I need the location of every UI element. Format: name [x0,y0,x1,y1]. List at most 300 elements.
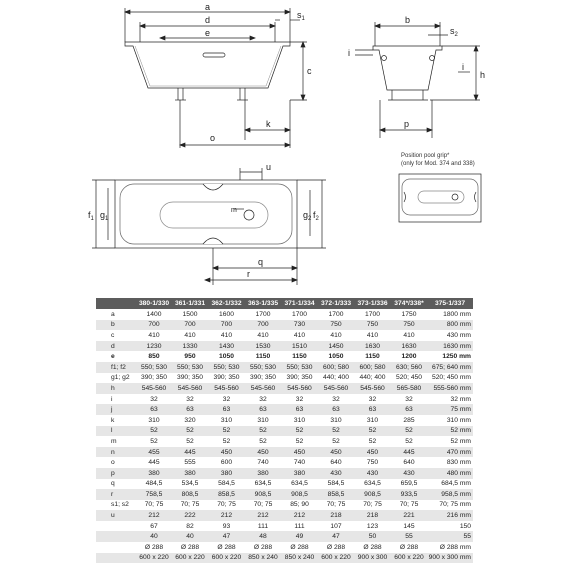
value-cell: 40 [172,531,208,542]
value-cell: 52 [281,436,318,447]
value-cell: 49 [281,531,318,542]
value-cell: 410 [281,330,318,341]
value-cell: 445 [172,447,208,458]
value-cell: 52 [172,426,208,437]
dimension-table [96,298,473,563]
value-cell: 32 [318,394,354,405]
value-cell: 430 [354,468,391,479]
value-cell: 430 [318,468,354,479]
value-cell: 1250 mm [427,351,473,362]
value-cell: 730 [281,320,318,331]
value-cell: 800 mm [427,320,473,331]
dim-s2-label: $s_2$ [450,26,458,38]
value-cell: 430 mm [427,330,473,341]
value-cell: 480 mm [427,468,473,479]
table-row [96,500,473,511]
value-cell: 550; 530 [208,362,245,373]
value-cell: 52 [318,436,354,447]
value-cell: 600 x 220 [208,553,245,564]
row-label-cell: r [96,489,136,500]
value-cell: 858,5 [208,489,245,500]
value-cell: 850 [136,351,172,362]
pool-grip-detail [399,174,481,222]
value-cell: 32 [281,394,318,405]
table-header-cell: 363-1/335 [245,298,281,309]
table-row [96,457,473,468]
value-cell: 1700 [281,309,318,320]
value-cell: 600; 580 [354,362,391,373]
value-cell: 70; 75 [172,500,208,511]
value-cell: Ø 288 [318,542,354,553]
value-cell: 600 x 220 [172,553,208,564]
value-cell: 63 [318,404,354,415]
value-cell: 659,5 [391,479,427,490]
dim-m-label: m [231,207,237,214]
table-row [96,309,473,320]
table-row [96,426,473,437]
value-cell: 600 x 220 [136,553,172,564]
table-row [96,394,473,405]
value-cell: 50 [354,531,391,542]
value-cell: 52 [245,426,281,437]
value-cell: 1700 [245,309,281,320]
value-cell: 410 [208,330,245,341]
value-cell: 40 [136,531,172,542]
value-cell: 450 [245,447,281,458]
value-cell: 740 [245,457,281,468]
row-label-cell: i [96,394,136,405]
value-cell: 310 [354,415,391,426]
row-label-cell: s1; s2 [96,500,136,511]
value-cell: 221 [391,510,427,521]
table-header-cell: 375-1/337 [427,298,473,309]
value-cell: 545-560 [208,383,245,394]
row-label-cell [96,553,136,564]
value-cell: Ø 288 mm [427,542,473,553]
value-cell: 858,5 [318,489,354,500]
value-cell: 380 [245,468,281,479]
value-cell: 310 [245,415,281,426]
dim-r-label: r [247,269,250,279]
value-cell: 740 [281,457,318,468]
value-cell: 1330 [172,341,208,352]
value-cell: 212 [245,510,281,521]
value-cell: 584,5 [318,479,354,490]
value-cell: 450 [318,447,354,458]
value-cell: 445 [391,447,427,458]
value-cell: 218 [354,510,391,521]
value-cell: 933,5 [391,489,427,500]
value-cell: 47 [208,531,245,542]
value-cell: Ø 288 [245,542,281,553]
value-cell: 584,5 [208,479,245,490]
table-row [96,489,473,500]
value-cell: 52 mm [427,436,473,447]
value-cell: 63 [281,404,318,415]
value-cell: 32 [391,394,427,405]
value-cell: 450 [208,447,245,458]
row-label-cell: n [96,447,136,458]
value-cell: 1230 [136,341,172,352]
value-cell: 52 [391,436,427,447]
table-row [96,468,473,479]
dim-h-label: h [480,70,486,80]
value-cell: 440; 400 [318,373,354,384]
value-cell: 534,5 [172,479,208,490]
value-cell: 600; 580 [318,362,354,373]
value-cell: 380 [281,468,318,479]
row-label-cell: m [96,436,136,447]
table-row [96,320,473,331]
dim-c-label: c [307,66,312,76]
value-cell: 93 [208,521,245,532]
dim-q-label: q [258,257,264,267]
value-cell: 950 [172,351,208,362]
value-cell: 1050 [208,351,245,362]
dim-i-label: i [348,48,350,58]
value-cell: 111 [281,521,318,532]
value-cell: 55 [391,531,427,542]
dim-o-label: o [210,133,216,143]
value-cell: 1510 [281,341,318,352]
value-cell: 52 [318,426,354,437]
value-cell: 32 mm [427,394,473,405]
value-cell: 32 [245,394,281,405]
value-cell: 455 [136,447,172,458]
value-cell: 1150 [245,351,281,362]
table-row [96,521,473,532]
value-cell: 212 [208,510,245,521]
value-cell: 63 [208,404,245,415]
plan-view [88,162,326,285]
table-header-row [96,298,473,309]
value-cell: 1750 [391,309,427,320]
value-cell: 390; 350 [245,373,281,384]
value-cell: 550; 530 [136,362,172,373]
value-cell: 32 [172,394,208,405]
row-label-cell: d [96,341,136,352]
dim-g2-label: $g_2$ [303,210,312,222]
dim-extra-i: i [462,62,464,72]
value-cell: 1400 [136,309,172,320]
value-cell: 310 mm [427,415,473,426]
table-row [96,553,473,564]
table-header-cell: 374*/338* [391,298,427,309]
value-cell: 380 [208,468,245,479]
value-cell: 830 mm [427,457,473,468]
value-cell: 48 [245,531,281,542]
dim-f1-label: $f_1$ [88,210,94,222]
value-cell: 908,5 [281,489,318,500]
value-cell: 545-560 [281,383,318,394]
row-label-cell [96,542,136,553]
row-label-cell: o [96,457,136,468]
value-cell: 634,5 [281,479,318,490]
value-cell: 470 mm [427,447,473,458]
row-label-cell: c [96,330,136,341]
table-row [96,542,473,553]
value-cell: 484,5 [136,479,172,490]
value-cell: 1450 [318,341,354,352]
value-cell: Ø 288 [281,542,318,553]
value-cell: 600 x 220 [391,553,427,564]
dim-s1-label: $s_1$ [297,10,305,22]
value-cell: 550; 530 [172,362,208,373]
value-cell: 1150 [281,351,318,362]
value-cell: 63 [391,404,427,415]
table-row [96,362,473,373]
value-cell: 216 mm [427,510,473,521]
value-cell: 63 [172,404,208,415]
value-cell: 70; 75 [208,500,245,511]
value-cell: 70; 75 [136,500,172,511]
value-cell: 310 [208,415,245,426]
value-cell: Ø 288 [354,542,391,553]
value-cell: 1050 [318,351,354,362]
table-row [96,447,473,458]
value-cell: 75 mm [427,404,473,415]
table-row [96,510,473,521]
value-cell: 32 [136,394,172,405]
table-row [96,531,473,542]
value-cell: 285 [391,415,427,426]
value-cell: 555 [172,457,208,468]
value-cell: 1630 [354,341,391,352]
row-label-cell: k [96,415,136,426]
value-cell: 212 [136,510,172,521]
table-header-cell: 373-1/336 [354,298,391,309]
value-cell: 675; 640 mm [427,362,473,373]
value-cell: 310 [281,415,318,426]
value-cell: 600 x 220 [318,553,354,564]
row-label-cell: l [96,426,136,437]
value-cell: 150 [427,521,473,532]
value-cell: Ø 288 [136,542,172,553]
value-cell: 545-560 [354,383,391,394]
value-cell: 750 [354,457,391,468]
value-cell: 700 [245,320,281,331]
value-cell: 750 [391,320,427,331]
row-label-cell [96,521,136,532]
value-cell: 82 [172,521,208,532]
value-cell: 63 [136,404,172,415]
row-label-cell: h [96,383,136,394]
value-cell: 550; 530 [281,362,318,373]
table-row [96,404,473,415]
value-cell: 1600 [208,309,245,320]
row-label-cell: f1; f2 [96,362,136,373]
value-cell: 1700 [354,309,391,320]
value-cell: 1700 [318,309,354,320]
value-cell: 550; 530 [245,362,281,373]
dim-e-label: e [205,28,211,38]
table-row [96,436,473,447]
value-cell: 684,5 mm [427,479,473,490]
dim-u-label: u [266,162,272,172]
value-cell: 908,5 [354,489,391,500]
value-cell: 70; 75 [354,500,391,511]
value-cell: 52 [136,436,172,447]
value-cell: 750 [318,320,354,331]
row-label-cell: q [96,479,136,490]
value-cell: 380 [136,468,172,479]
value-cell: 850 x 240 [245,553,281,564]
row-label-cell: e [96,351,136,362]
table-row [96,415,473,426]
value-cell: 640 [318,457,354,468]
value-cell: 390; 350 [172,373,208,384]
value-cell: 63 [354,404,391,415]
value-cell: 70; 75 [245,500,281,511]
value-cell: 218 [318,510,354,521]
dim-f2-label: $f_2$ [313,210,319,222]
value-cell: 390; 350 [281,373,318,384]
value-cell: 145 [391,521,427,532]
table-header-cell: 380-1/330 [136,298,172,309]
row-label-cell: g1; g2 [96,373,136,384]
value-cell: 545-560 [318,383,354,394]
value-cell: 440; 400 [354,373,391,384]
value-cell: 47 [318,531,354,542]
value-cell: 70; 75 [391,500,427,511]
value-cell: 900 x 300 [354,553,391,564]
row-label-cell: j [96,404,136,415]
value-cell: 212 [281,510,318,521]
value-cell: 63 [245,404,281,415]
dim-k-label: k [266,119,271,129]
value-cell: Ø 288 [172,542,208,553]
pool-grip-note-line1: Position pool grip* [401,153,450,159]
value-cell: 310 [136,415,172,426]
value-cell: 380 [172,468,208,479]
value-cell: 67 [136,521,172,532]
table-row [96,330,473,341]
value-cell: 1630 [391,341,427,352]
value-cell: 310 [318,415,354,426]
value-cell: 111 [245,521,281,532]
value-cell: 390; 350 [136,373,172,384]
value-cell: 410 [136,330,172,341]
value-cell: 520; 450 [391,373,427,384]
table-header-cell: 362-1/332 [208,298,245,309]
value-cell: 750 [354,320,391,331]
value-cell: 520; 450 mm [427,373,473,384]
value-cell: 70; 75 mm [427,500,473,511]
value-cell: 808,5 [172,489,208,500]
table-row [96,479,473,490]
value-cell: 1630 mm [427,341,473,352]
value-cell: 52 [208,436,245,447]
value-cell: 52 [245,436,281,447]
value-cell: 410 [318,330,354,341]
value-cell: 555-560 mm [427,383,473,394]
dim-g1-label: $g_1$ [100,210,109,222]
value-cell: Ø 288 [391,542,427,553]
value-cell: 1200 [391,351,427,362]
value-cell: 123 [354,521,391,532]
value-cell: 32 [208,394,245,405]
value-cell: 52 [136,426,172,437]
value-cell: Ø 288 [208,542,245,553]
row-label-cell: p [96,468,136,479]
row-label-cell: a [96,309,136,320]
row-label-cell [96,531,136,542]
value-cell: 410 [391,330,427,341]
value-cell: 107 [318,521,354,532]
dim-p-label: p [404,119,410,129]
value-cell: 52 [172,436,208,447]
value-cell: 410 [172,330,208,341]
value-cell: 634,5 [354,479,391,490]
value-cell: 545-560 [136,383,172,394]
side-view [125,2,312,148]
table-header-cell: 361-1/331 [172,298,208,309]
pool-grip-note [401,153,475,168]
value-cell: 52 [208,426,245,437]
value-cell: 700 [136,320,172,331]
value-cell: 55 [427,531,473,542]
table-body [96,309,473,563]
value-cell: 700 [172,320,208,331]
value-cell: 850 x 240 [281,553,318,564]
row-label-cell: b [96,320,136,331]
value-cell: 445 [136,457,172,468]
value-cell: 410 [245,330,281,341]
value-cell: 700 [208,320,245,331]
value-cell: 70; 75 [318,500,354,511]
value-cell: 222 [172,510,208,521]
value-cell: 634,5 [245,479,281,490]
value-cell: 758,5 [136,489,172,500]
value-cell: 630; 560 [391,362,427,373]
value-cell: 1150 [354,351,391,362]
value-cell: 908,5 [245,489,281,500]
value-cell: 52 [281,426,318,437]
table-header-cell: 371-1/334 [281,298,318,309]
value-cell: 640 [391,457,427,468]
value-cell: 52 mm [427,426,473,437]
dim-b-label: b [405,15,411,25]
value-cell: 32 [354,394,391,405]
value-cell: 958,5 mm [427,489,473,500]
value-cell: 565-580 [391,383,427,394]
table-row [96,373,473,384]
value-cell: 430 [391,468,427,479]
value-cell: 1800 mm [427,309,473,320]
value-cell: 900 x 300 mm [428,554,471,562]
value-cell: 320 [172,415,208,426]
value-cell: 600 [208,457,245,468]
value-cell: 85; 90 [281,500,318,511]
value-cell: 1500 [172,309,208,320]
table-row [96,351,473,362]
table-row [96,341,473,352]
table-header-cell [96,298,136,309]
dim-d-label: d [205,15,211,25]
value-cell: 52 [354,436,391,447]
dim-a-label: a [205,2,211,12]
value-cell: 450 [281,447,318,458]
table-row [96,383,473,394]
value-cell: 1530 [245,341,281,352]
pool-grip-note-line2: (only for Mod. 374 and 338) [401,160,475,167]
value-cell: 52 [391,426,427,437]
value-cell: 52 [354,426,391,437]
value-cell: 390; 350 [208,373,245,384]
value-cell: 450 [354,447,391,458]
value-cell: 1430 [208,341,245,352]
value-cell: 545-560 [172,383,208,394]
